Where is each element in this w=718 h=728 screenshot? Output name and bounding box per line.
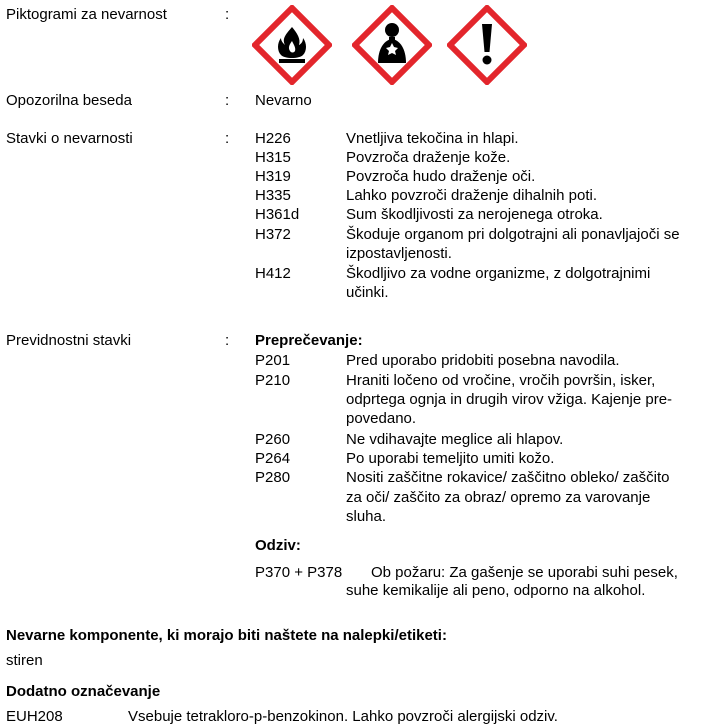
prevention-text-p280-3: sluha. <box>346 508 387 525</box>
hazard-code-h361d: H361d <box>255 206 300 223</box>
precautionary-label: Previdnostni stavki <box>6 332 132 349</box>
prevention-text-p210-1: Hraniti ločeno od vročine, vročih površin, isker, <box>346 372 656 389</box>
prevention-code-p210: P210 <box>255 372 291 389</box>
hazard-text-h412-cont: učinki. <box>346 284 389 301</box>
hazard-statements-colon: : <box>225 130 230 147</box>
signal-word-value: Nevarno <box>255 92 312 109</box>
additional-code: EUH208 <box>6 708 63 725</box>
prevention-heading: Preprečevanje: <box>255 332 363 349</box>
response-heading: Odziv: <box>255 537 301 554</box>
hazard-text-h315: Povzroča draženje kože. <box>346 149 511 166</box>
response-code: P370 + P378 <box>255 564 343 581</box>
response-text-2: suhe kemikalije ali peno, odporno na alkohol. <box>346 582 646 599</box>
prevention-code-p280: P280 <box>255 469 291 486</box>
pictograms-colon: : <box>225 6 230 23</box>
precautionary-colon: : <box>225 332 230 349</box>
signal-word-colon: : <box>225 92 230 109</box>
response-text-1: Ob požaru: Za gašenje se uporabi suhi pesek, <box>371 564 678 581</box>
hazard-text-h319: Povzroča hudo draženje oči. <box>346 168 536 185</box>
hazard-text-h335: Lahko povzroči draženje dihalnih poti. <box>346 187 597 204</box>
hazard-code-h372: H372 <box>255 226 291 243</box>
prevention-text-p264: Po uporabi temeljito umiti kožo. <box>346 450 555 467</box>
hazard-code-h226: H226 <box>255 130 291 147</box>
hazard-code-h335: H335 <box>255 187 291 204</box>
components-heading: Nevarne komponente, ki morajo biti naštete na nalepki/etiketi: <box>6 627 447 644</box>
hazard-text-h372: Škoduje organom pri dolgotrajni ali ponavljajoči se <box>346 226 680 243</box>
prevention-text-p280-2: za oči/ zaščito za obraz/ opremo za varovanje <box>346 489 651 506</box>
hazard-text-h361d: Sum škodljivosti za nerojenega otroka. <box>346 206 603 223</box>
prevention-text-p260: Ne vdihavajte meglice ali hlapov. <box>346 431 564 448</box>
additional-text: Vsebuje tetrakloro-p-benzokinon. Lahko povzroči alergijski odziv. <box>128 708 558 725</box>
prevention-text-p201: Pred uporabo pridobiti posebna navodila. <box>346 352 620 369</box>
exclamation-mark-icon <box>447 5 527 85</box>
flame-icon <box>252 5 332 85</box>
prevention-code-p264: P264 <box>255 450 291 467</box>
hazard-text-h226: Vnetljiva tekočina in hlapi. <box>346 130 519 147</box>
components-value: stiren <box>6 652 43 669</box>
signal-word-label: Opozorilna beseda <box>6 92 132 109</box>
additional-heading: Dodatno označevanje <box>6 683 161 700</box>
hazard-code-h315: H315 <box>255 149 291 166</box>
prevention-text-p210-2: odprtega ognja in drugih virov vžiga. Kajenje pre- <box>346 391 673 408</box>
prevention-text-p280-1: Nositi zaščitne rokavice/ zaščitno obleko/ zaščito <box>346 469 670 486</box>
hazard-text-h372-cont: izpostavljenosti. <box>346 245 452 262</box>
health-hazard-icon <box>352 5 432 85</box>
hazard-code-h412: H412 <box>255 265 291 282</box>
prevention-code-p260: P260 <box>255 431 291 448</box>
prevention-code-p201: P201 <box>255 352 291 369</box>
hazard-code-h319: H319 <box>255 168 291 185</box>
hazard-statements-label: Stavki o nevarnosti <box>6 130 133 147</box>
hazard-text-h412: Škodljivo za vodne organizme, z dolgotrajnimi <box>346 265 651 282</box>
pictograms-label: Piktogrami za nevarnost <box>6 6 167 23</box>
prevention-text-p210-3: povedano. <box>346 410 417 427</box>
